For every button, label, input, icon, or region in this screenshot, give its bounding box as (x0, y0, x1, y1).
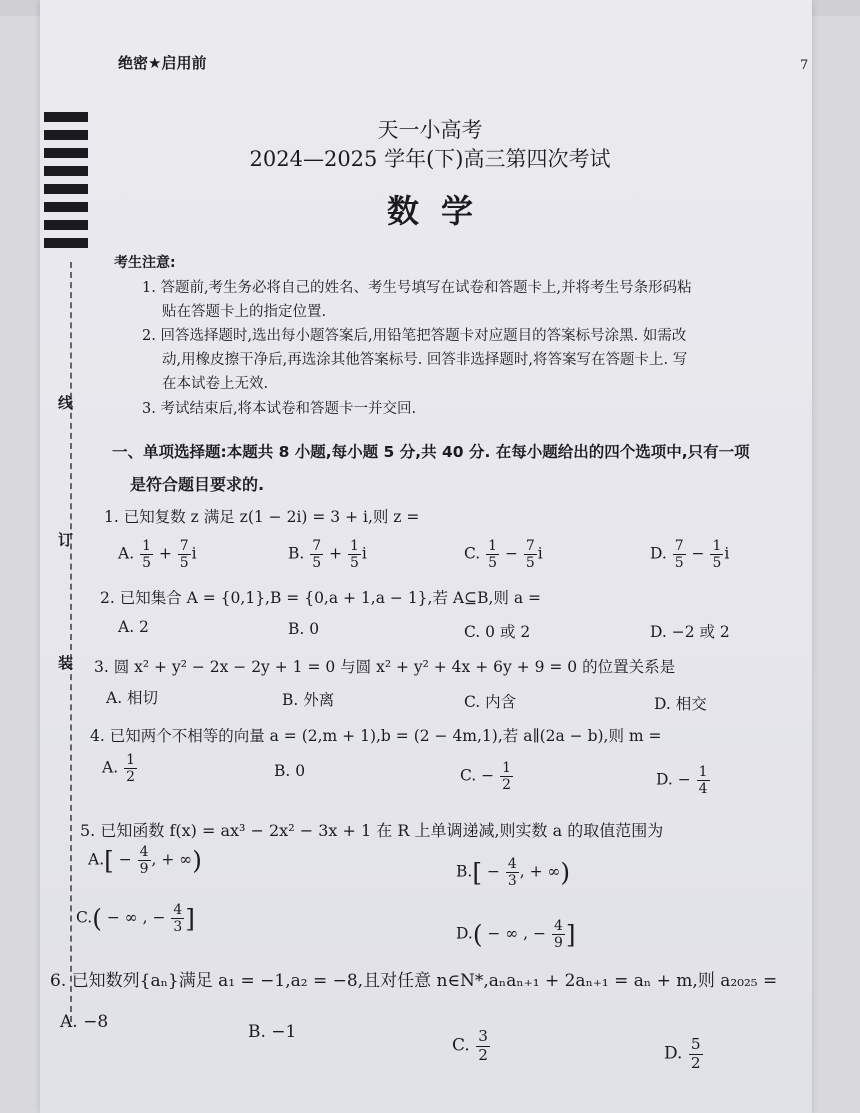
q1-option-b: B. $\frac{7}{5}$ + $\frac{1}{5}$ i (288, 538, 367, 572)
q6-option-d: D. $\frac{5}{2}$ (664, 1035, 701, 1072)
q6-option-c: C. $\frac{3}{2}$ (452, 1027, 488, 1064)
section-heading-cont: 是符合题目要求的. (130, 475, 265, 494)
question-1: 1. 已知复数 z 满足 z(1 − 2i) = 3 + i,则 z = (104, 508, 420, 526)
notice-item-2-end: 在本试卷上无效. (162, 376, 269, 392)
q6-option-a: A. −8 (60, 1012, 109, 1032)
q2-option-c: C. 0 或 2 (464, 623, 531, 641)
binding-label-ding: 订 (56, 532, 74, 547)
q4-option-a: A. $\frac{1}{2}$ (102, 752, 135, 786)
q3-option-b: B. 外离 (282, 691, 335, 709)
question-2: 2. 已知集合 A = {0,1},B = {0,a + 1,a − 1},若 A⊆B,则 a = (100, 589, 541, 607)
section-heading: 一、单项选择题:本题共 8 小题,每小题 5 分,共 40 分. 在每小题给出的四个选项中,只有一项 (112, 443, 750, 461)
q2-option-b: B. 0 (288, 620, 320, 638)
page-mark: 7 (800, 58, 809, 73)
q4-option-b: B. 0 (274, 762, 306, 780)
question-5: 5. 已知函数 f(x) = ax³ − 2x² − 3x + 1 在 R 上单调递减,则实数 a 的取值范围为 (80, 821, 664, 840)
q4-option-d: D. − $\frac{1}{4}$ (656, 764, 708, 798)
q4-option-c: C. − $\frac{1}{2}$ (460, 760, 511, 794)
q1-option-c: C. $\frac{1}{5}$ − $\frac{7}{5}$ i (464, 538, 543, 572)
subject-title: 数学 (386, 192, 495, 230)
binding-dashed-line (70, 262, 72, 1022)
notice-item-2-cont: 动,用橡皮擦干净后,再选涂其他答案标号. 回答非选择题时,将答案写在答题卡上. 写 (162, 352, 688, 368)
q1-option-d: D. $\frac{7}{5}$ − $\frac{1}{5}$ i (650, 538, 730, 572)
q5-option-b: B.[ − $\frac{4}{3}$ , + ∞) (456, 856, 571, 890)
notice-item-1: 1. 答题前,考生务必将自己的姓名、考生号填写在试卷和答题卡上,并将考生号条形码粘 (142, 280, 692, 296)
q5-option-a: A.[ − $\frac{4}{9}$ , + ∞) (88, 844, 202, 878)
q5-option-c: C.( − ∞ , − $\frac{4}{3}$ ] (76, 902, 195, 936)
q3-option-c: C. 内含 (464, 693, 517, 711)
notice-item-3: 3. 考试结束后,将本试卷和答题卡一并交回. (142, 401, 417, 417)
q6-option-b: B. −1 (248, 1022, 297, 1042)
q3-option-a: A. 相切 (106, 689, 159, 707)
confidential-mark: 绝密★启用前 (118, 54, 207, 72)
q1-option-a: A. $\frac{1}{5}$ + $\frac{7}{5}$ i (118, 538, 197, 572)
q5-option-d: D.( − ∞ , − $\frac{4}{9}$ ] (456, 918, 576, 952)
binding-label-xian: 线 (56, 395, 74, 410)
q2-option-d: D. −2 或 2 (650, 623, 730, 641)
question-6: 6. 已知数列{aₙ}满足 a₁ = −1,a₂ = −8,且对任意 n∈N*,aₙaₙ₊₁ + 2aₙ₊₁ = aₙ + m,则 a₂₀₂₅ = (50, 971, 778, 991)
exam-title: 2024—2025 学年(下)高三第四次考试 (249, 147, 611, 171)
notice-item-2: 2. 回答选择题时,选出每小题答案后,用铅笔把答题卡对应题目的答案标号涂黑. 如需改 (142, 328, 687, 344)
question-4: 4. 已知两个不相等的向量 a = (2,m + 1),b = (2 − 4m,1),若 a∥(2a − b),则 m = (90, 727, 662, 745)
binding-label-zhuang: 装 (56, 655, 74, 670)
notice-heading: 考生注意: (114, 255, 176, 271)
q2-option-a: A. 2 (118, 618, 149, 636)
notice-item-1-cont: 贴在答题卡上的指定位置. (162, 304, 327, 320)
q3-option-d: D. 相交 (654, 695, 707, 713)
exam-brand: 天一小高考 (377, 118, 483, 142)
question-3: 3. 圆 x² + y² − 2x − 2y + 1 = 0 与圆 x² + y² + 4x + 6y + 9 = 0 的位置关系是 (94, 658, 676, 676)
